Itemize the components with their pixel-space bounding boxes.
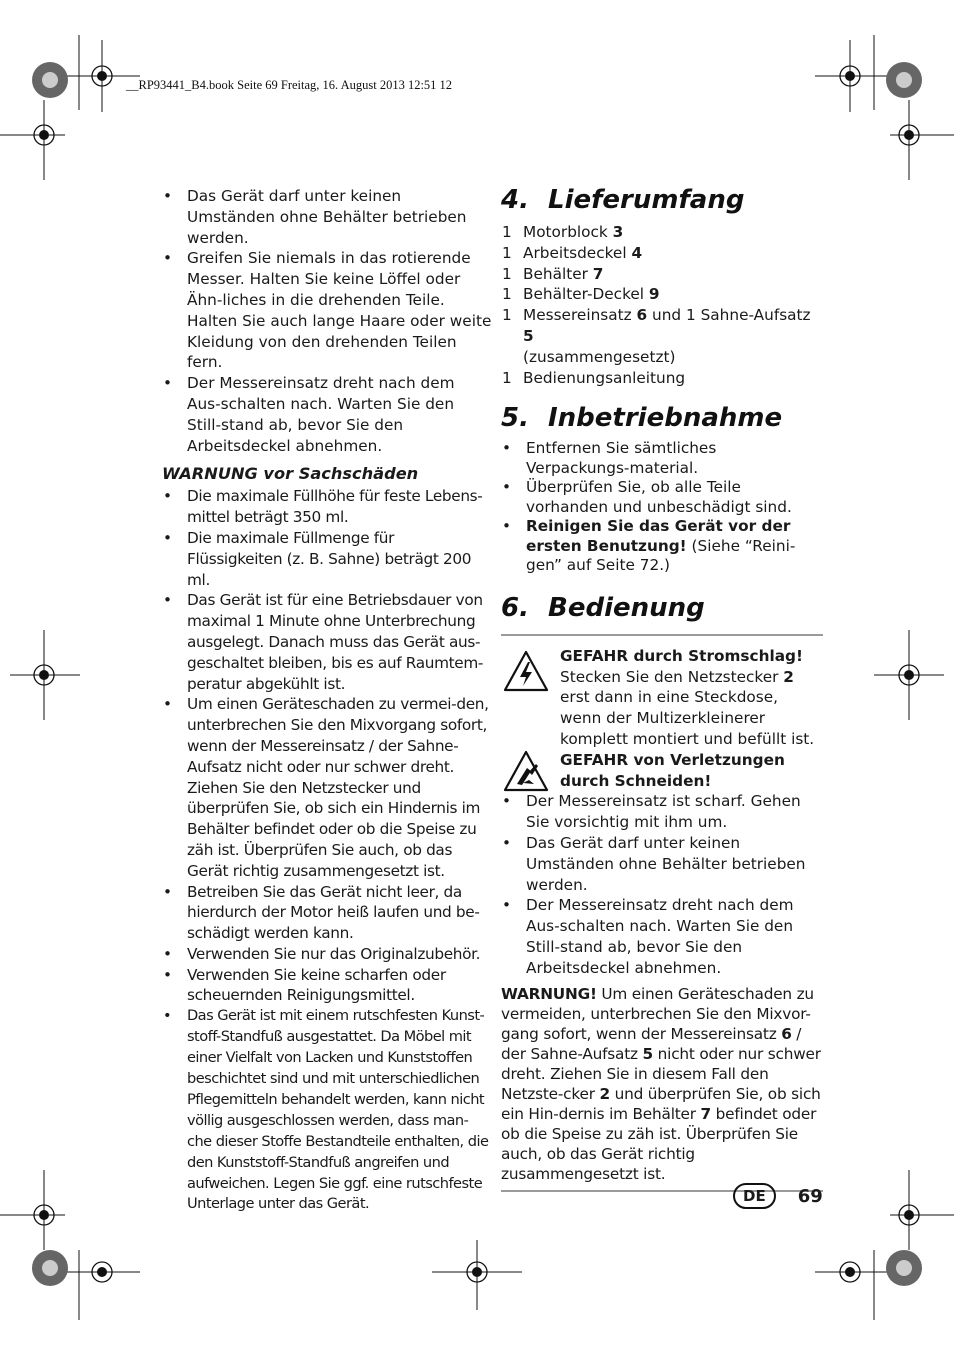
section-heading-lieferumfang: [501, 184, 823, 216]
startup-bullets: [501, 439, 823, 576]
section-number: 5.: [501, 403, 529, 434]
page-number: 69: [797, 1185, 823, 1207]
list-item: 1 Motorblock 3: [502, 223, 624, 241]
section-heading-bedienung: [501, 592, 823, 624]
list-item: • Der Messereinsatz dreht nach dem Aus-schalten nach. Warten Sie den Still-stand ab, bevor Sie den Arbeitsdeckel abnehmen.: [162, 373, 492, 456]
list-item: • Um einen Geräteschaden zu vermei-den, unterbrechen Sie den Mixvorgang sofort, wenn der Messereinsatz / der Sahne-Aufsatz nicht oder nur schwer dreht. Ziehen Sie den Netzstecker und überprüfen Sie, ob sich ein Hindernis im Behälter befindet oder ob die Speise zu zäh ist. Überprüfen Sie auch, ob das Gerät richtig zusammengesetzt ist.: [162, 694, 492, 881]
list-item: • Die maximale Füllhöhe für feste Lebens-mittel beträgt 350 ml.: [162, 486, 492, 528]
list-item: • Verwenden Sie keine scharfen oder scheuernden Reinigungsmittel.: [162, 965, 492, 1007]
safety-bullets: [162, 186, 492, 456]
list-item: • Reinigen Sie das Gerät vor der ersten Benutzung! (Siehe “Reini-gen” auf Seite 72.): [501, 517, 823, 576]
section-number: 4.: [501, 185, 529, 215]
list-item: 1 Arbeitsdeckel 4: [502, 243, 643, 262]
cut-hazard-warning-icon: [503, 750, 549, 792]
list-item: • Das Gerät ist für eine Betriebsdauer von maximal 1 Minute ohne Unterbrechung ausgelegt. Danach muss das Gerät aus-geschaltet bleiben, bis es auf Raumtem-peratur abgekühlt ist.: [162, 590, 492, 694]
device-damage-warning: WARNUNG! Um einen Geräteschaden zu vermeiden, unterbrechen Sie den Mixvor-gang sofort, wenn der Messereinsatz 6 / der Sahne-Aufsatz 5 nicht oder nur schwer dreht. Ziehen Sie in diesem Fall den Netzste-cker 2 und überprüfen Sie, ob sich ein Hin-dernis im Behälter 7 befindet oder ob die Speise zu zäh ist. Überprüfen Sie auch, ob das Gerät richtig zusammengesetzt ist.: [501, 984, 821, 1183]
list-item: • Der Messereinsatz dreht nach dem Aus-schalten nach. Warten Sie den Still-stand ab, bevor Sie den Arbeitsdeckel abnehmen.: [501, 895, 823, 978]
list-item: 1 Messereinsatz 6 und 1 Sahne-Aufsatz 5 (zusammengesetzt): [502, 306, 811, 366]
list-item: • Der Messereinsatz ist scharf. Gehen Sie vorsichtig mit ihm um.: [501, 791, 823, 833]
left-column: [162, 186, 492, 1215]
section-title: Bedienung: [548, 592, 705, 623]
list-item: • Entfernen Sie sämtliches Verpackungs-material.: [501, 439, 823, 478]
delivery-contents-list: [501, 222, 823, 388]
list-item: 1 Behälter 7: [502, 264, 604, 283]
hazard-text: Stecken Sie den Netzstecker 2 erst dann in eine Steckdose, wenn der Multizerkleinerer komplett montiert und befüllt ist.: [560, 667, 815, 749]
list-item: • Das Gerät ist mit einem rutschfesten Kunst-stoff-Standfuß ausgestattet. Da Möbel mit einer Vielfalt von Lacken und Kunststoffen beschichtet sind und mit unterschiedlichen Pflegemitteln behandelt werden, kann nicht völlig ausgeschlossen werden, dass man-che dieser Stoffe Bestandteile enthalten, die den Kunststoff-Standfuß angreifen und aufweichen. Legen Sie ggf. eine rutschfeste Unterlage unter das Gerät.: [162, 1006, 492, 1215]
property-damage-warning-heading: WARNUNG vor Sachschäden: [162, 464, 419, 484]
language-badge: DE: [733, 1183, 776, 1209]
section-title: Lieferumfang: [548, 185, 745, 215]
list-item: • Verwenden Sie nur das Originalzubehör.: [162, 944, 492, 965]
hazard-title: GEFAHR durch Stromschlag!: [560, 646, 803, 665]
page-footer: [733, 1183, 823, 1209]
high-voltage-warning-icon: [503, 650, 549, 692]
list-item: • Das Gerät darf unter keinen Umständen ohne Behälter betrieben werden.: [162, 186, 492, 248]
operation-bullets: [501, 791, 823, 978]
electric-shock-warning: [501, 646, 823, 750]
list-item: • Betreiben Sie das Gerät nicht leer, da hierdurch der Motor heiß laufen und be-schädigt werden kann.: [162, 882, 492, 944]
list-item: • Das Gerät darf unter keinen Umständen ohne Behälter betrieben werden.: [501, 833, 823, 895]
list-item: • Überprüfen Sie, ob alle Teile vorhanden und unbeschädigt sind.: [501, 478, 823, 517]
list-item: 1 Bedienungsanleitung: [502, 368, 686, 387]
list-item: • Die maximale Füllmenge für Flüssigkeiten (z. B. Sahne) beträgt 200 ml.: [162, 528, 492, 590]
cut-injury-warning: [501, 750, 823, 792]
section-heading-inbetriebnahme: [501, 402, 823, 434]
property-damage-bullets: [162, 486, 492, 1006]
section-title: Inbetriebnahme: [548, 403, 783, 434]
standfoot-bullet: [162, 1006, 492, 1215]
section-number: 6.: [501, 592, 529, 623]
list-item: • Greifen Sie niemals in das rotierende Messer. Halten Sie keine Löffel oder Ähn-liches in die drehenden Teile. Halten Sie auch lange Haare oder weite Kleidung von den drehenden Teilen fern.: [162, 248, 492, 373]
divider: [501, 634, 823, 636]
hazard-title: GEFAHR von Verletzungen durch Schneiden!: [560, 750, 785, 790]
right-column: [501, 184, 823, 1192]
list-item: 1 Behälter-Deckel 9: [502, 285, 660, 304]
print-file-info: __RP93441_B4.book Seite 69 Freitag, 16. August 2013 12:51 12: [126, 78, 453, 92]
